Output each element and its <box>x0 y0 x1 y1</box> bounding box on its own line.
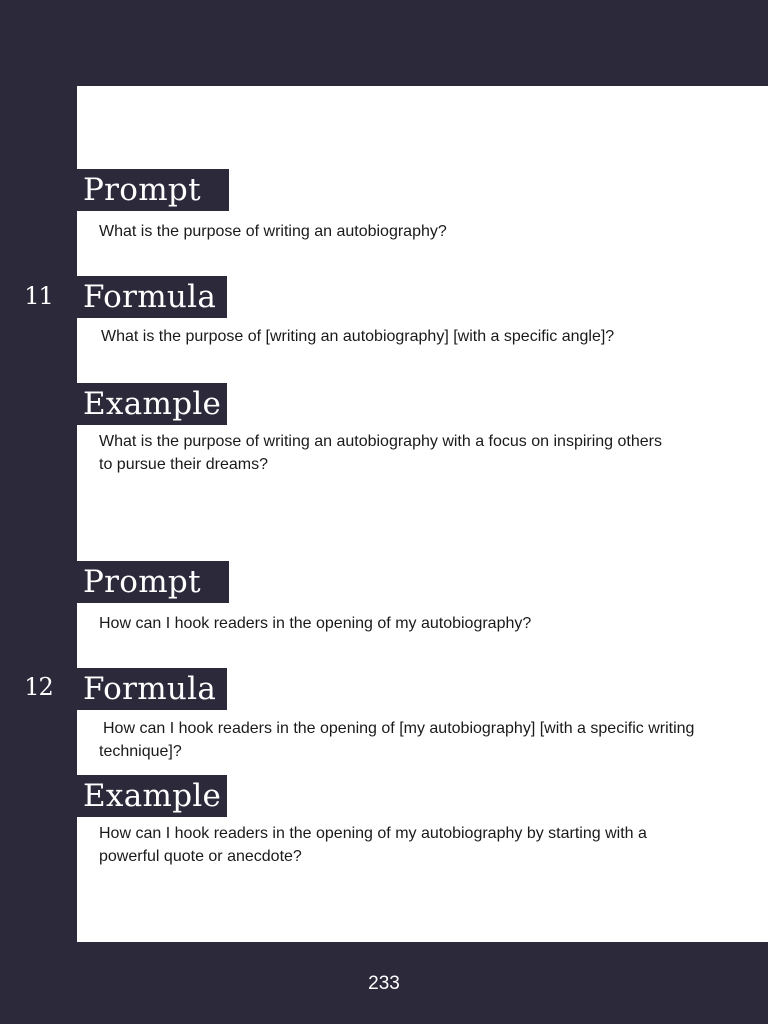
prompt-heading: Prompt <box>77 561 229 603</box>
example-text: What is the purpose of writing an autobiography with a focus on inspiring others to pursue their dreams? <box>99 433 662 473</box>
example-text: How can I hook readers in the opening of my autobiography by starting with a powerful quote or anecdote? <box>99 825 647 865</box>
formula-heading: Formula <box>77 276 227 318</box>
example-heading: Example <box>77 775 227 817</box>
entry-number: 12 <box>24 673 53 701</box>
formula-text: What is the purpose of [writing an autobiography] [with a specific angle]? <box>101 328 615 345</box>
prompt-heading: Prompt <box>77 169 229 211</box>
prompt-text: What is the purpose of writing an autobiography? <box>99 223 447 240</box>
formula-heading: Formula <box>77 668 227 710</box>
example-heading: Example <box>77 383 227 425</box>
entry-number: 11 <box>24 282 53 310</box>
prompt-text: How can I hook readers in the opening of my autobiography? <box>99 615 532 632</box>
formula-text: How can I hook readers in the opening of [my autobiography] [with a specific writing technique]? <box>99 720 695 760</box>
page-number: 233 <box>368 973 400 994</box>
